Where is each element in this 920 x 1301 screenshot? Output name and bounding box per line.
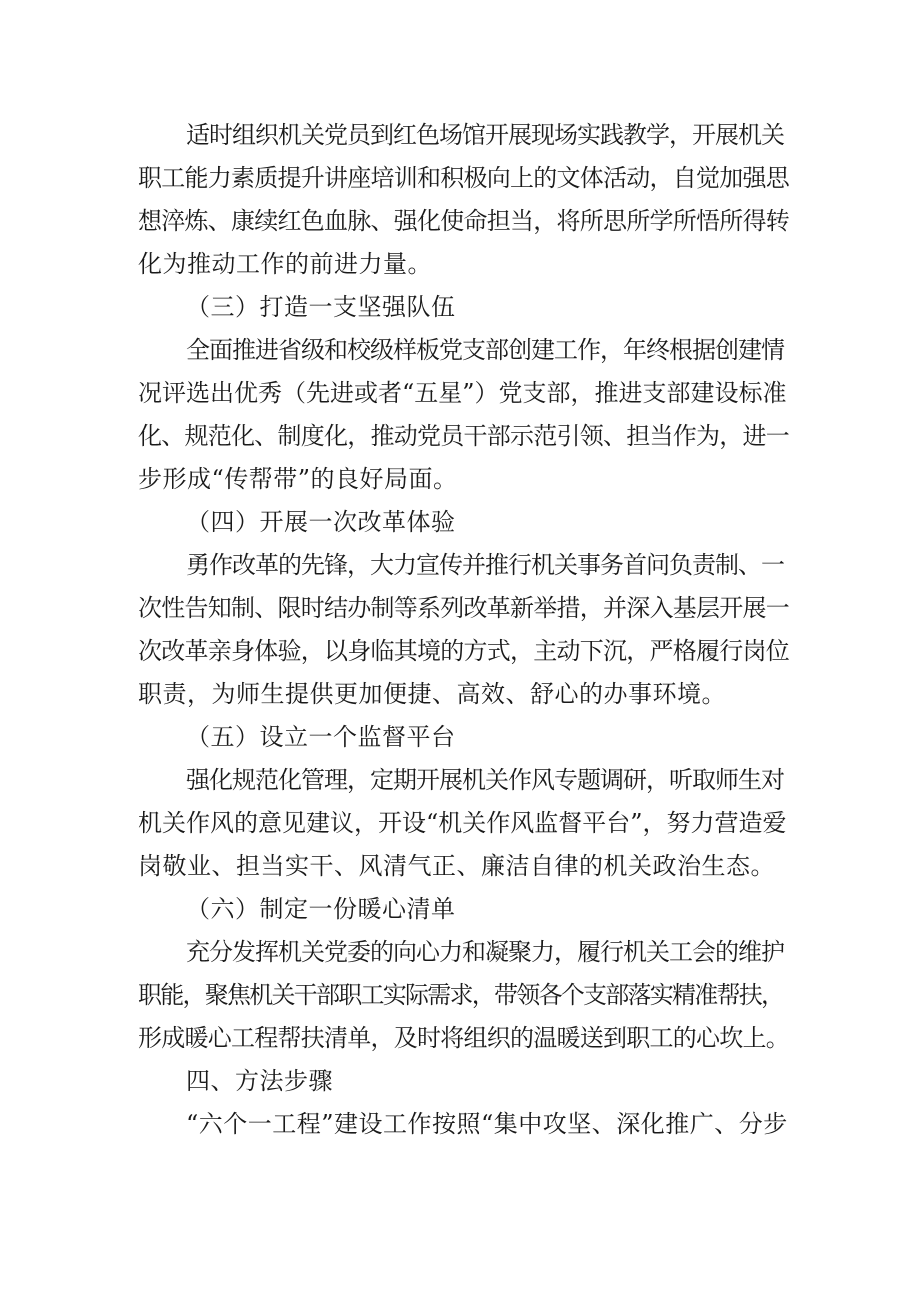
body-line: 次改革亲身体验，以身临其境的方式，主动下沉，严格履行岗位 [138,637,789,665]
section-heading: （三）打造一支坚强队伍 [186,293,456,321]
body-line: 勇作改革的先锋，大力宣传并推行机关事务首问负责制、一 [186,551,784,579]
body-line: 职能，聚焦机关干部职工实际需求，带领各个支部落实精准帮扶， [138,981,784,1009]
body-line: 化为推动工作的前进力量。 [138,250,432,278]
body-line: 次性告知制、限时结办制等系列改革新举措，并深入基层开展一 [138,594,789,622]
body-line: 职工能力素质提升讲座培训和积极向上的文体活动，自觉加强思 [138,164,789,192]
body-line: 形成暖心工程帮扶清单，及时将组织的温暖送到职工的心坎上。 [138,1024,789,1052]
document-body [138,114,790,1146]
body-line: 况评选出优秀（先进或者“五星”）党支部，推进支部建设标准 [138,379,787,407]
section-heading: （五）设立一个监督平台 [186,723,456,751]
body-line: 全面推进省级和校级样板党支部创建工作，年终根据创建情 [186,336,784,364]
body-line: 机关作风的意见建议，开设“机关作风监督平台”，努力营造爱 [138,809,787,837]
body-line: “六个一工程”建设工作按照“集中攻坚、深化推广、分步 [186,1110,788,1138]
body-line: 岗敬业、担当实干、风清气正、廉洁自律的机关政治生态。 [138,852,775,880]
section-heading: （六）制定一份暖心清单 [186,895,456,923]
chapter-heading: 四、方法步骤 [186,1067,333,1095]
body-line: 适时组织机关党员到红色场馆开展现场实践教学，开展机关 [186,121,784,149]
section-heading: （四）开展一次改革体验 [186,508,456,536]
body-line: 化、规范化、制度化，推动党员干部示范引领、担当作为，进一 [138,422,789,450]
body-line: 充分发挥机关党委的向心力和凝聚力，履行机关工会的维护 [186,938,784,966]
body-line: 步形成“传帮带”的良好局面。 [138,465,458,493]
body-line: 职责，为师生提供更加便捷、高效、舒心的办事环境。 [138,680,726,708]
body-line: 想淬炼、康续红色血脉、强化使命担当，将所思所学所悟所得转 [138,207,789,235]
body-line: 强化规范化管理，定期开展机关作风专题调研，听取师生对 [186,766,784,794]
